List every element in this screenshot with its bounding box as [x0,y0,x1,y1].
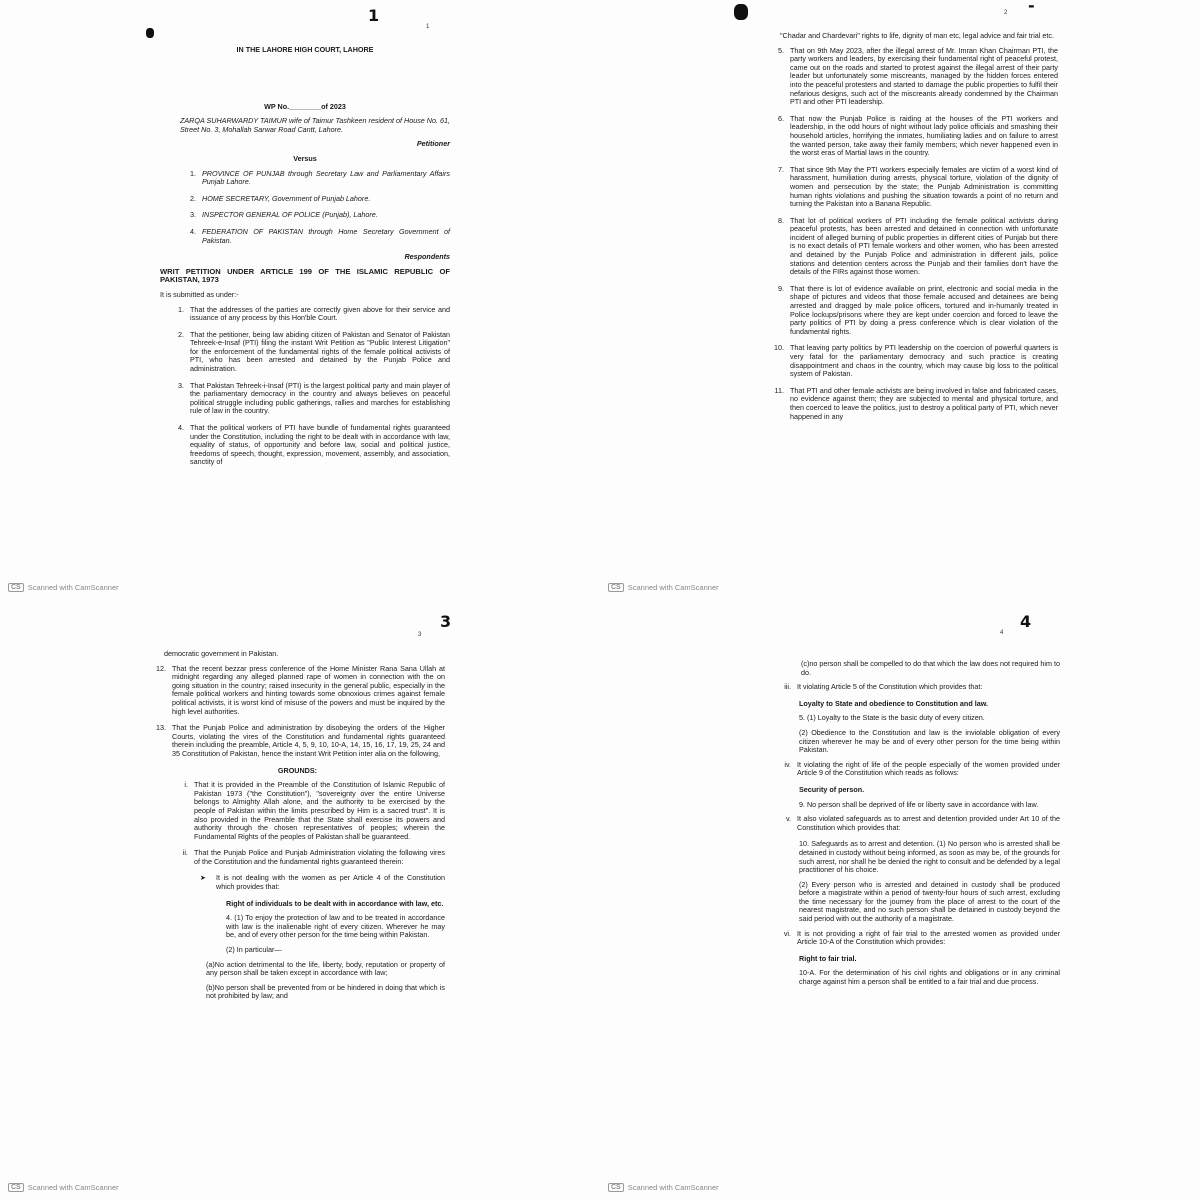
paragraph: 4. That the political workers of PTI have bundle of fundamental rights guaranteed under the Constitution, including the right to be dealt with in accordance with law, equality of status, of opportunity and before law, social and political justice, freedoms of speech, thought, expression, movement, assembly, and association, sanctity of [178,423,450,467]
article-text: (2) Every person who is arrested and detained in custody shall be produced before a magistrate within a period of twenty-four hours of such arrest, excluding the time necessary for the journey from the place of arrest to the court of the nearest magistrate, and no such person shall be detained in custody beyond the said period with out the authority of a magistrate. [799,879,1060,924]
camscanner-watermark [8,1183,119,1192]
paragraph: 3. That Pakistan Tehreek-i-Insaf (PTI) is the largest political party and main player of the parliamentary democracy in the country and always believes on peaceful political struggle including public gatherings, rallies and marches for establishing rule of law in the country. [178,380,450,416]
watermark-text: Scanned with CamScanner [627,583,719,592]
page-number: 1 [426,24,430,30]
article-text: 10-A. For the determination of his civil rights and obligations or in any criminal charge against him a person shall be entitled to a fair trial and due process. [799,968,1060,987]
article-text: (2) In particular— [226,945,282,955]
camscanner-watermark [608,583,719,592]
handwritten-page-mark: 1 [368,6,380,25]
page-number: 3 [418,632,422,638]
article-title: Right to fair trial. [799,953,857,963]
petitioner-description: ZARQA SUHARWARDY TAIMUR wife of Taimur Tashkeen resident of House No. 61, Street No. 3, Mohallah Sarwar Road Cantt, Lahore. [180,116,450,134]
article-text: (2) Obedience to the Constitution and law is the inviolable obligation of every citizen wherever he may be and of every other person for the time being within Pakistan. [799,727,1060,755]
ground-item: i. That it is provided in the Preamble of the Constitution of Islamic Republic of Pakistan 1973 ("the Constitution"), "sovereignty over the entire Universe belongs to Almighty Allah alone, and the authority to be exercised by the people of Pakistan within the limits prescribed by Him is a sacred trust". It is also provided in the Preamble that the State shall exercise its powers and authority through the chosen representatives of peoples; wherein the Fundamental Rights of the peoples of Pakistan shall be guaranteed. [184,780,445,841]
camscanner-logo-icon: CS [608,583,624,592]
scanned-page-3 [0,600,600,1200]
paragraph: 2. That the petitioner, being law abiding citizen of Pakistan and Senator of Pakistan Tehreek-e-Insaf (PTI) filing the instant Writ Petition as "Public Interest Litigation" for the enforcement of the fundamental rights of the female political activists of PTI, who has been arrested and detained by the Punjab Police and administration. [178,329,450,374]
watermark-text: Scanned with CamScanner [27,583,119,592]
paragraph: 9. That there is lot of evidence available on print, electronic and social media in the shape of pictures and videos that those female accused and detainees are being arrested and dragged by male police officers, tortured and in-humanly treated in Police lockups/prisons where they are kept under coercion and forced to leave the party politics of PTI by doing a press conference which is clear violation of the fundamental rights. [778,283,1058,336]
grounds-heading: GROUNDS: [277,765,318,775]
versus-label: Versus [293,153,317,163]
wp-number: WP No.________of 2023 [264,101,346,111]
paragraph: 13. That the Punjab Police and administration by disobeying the orders of the Higher Courts, violating the vires of the Constitution and fundamental rights guaranteed therein including the preamble, Article 4, 5, 9, 10, 10-A, 14, 15, 16, 17, 19, 25, 24 and 35 Constitution of Pakistan, hence the instant Writ Petition inter alia on the following, [156,723,445,758]
paragraph: 1. That the addresses of the parties are correctly given above for their service and issuance of any process by this Hon'ble Court. [178,304,450,323]
court-heading: IN THE LAHORE HIGH COURT, LAHORE [236,45,374,54]
article-clause: (a)No action detrimental to the life, liberty, body, reputation or property of any person shall be taken except in accordance with law; [206,959,445,978]
petitioner-label: Petitioner [416,139,450,149]
handwritten-page-mark: 3 [440,612,452,631]
article-title: Loyalty to State and obedience to Constitution and law. [799,698,989,708]
paragraph: 12. That the recent bezzar press conference of the Home Minister Rana Sana Ullah at midnight regarding any alleged planned rape of women in connection with the on going situation in the country; raised insecurity in the general public, especially in the female political workers and hinting towards some obnoxious crimes against female political activists, it is worst kind of misuse of the powers and must be inquired by the high level authorities. [156,663,445,716]
camscanner-watermark [608,1183,719,1192]
article-text: 4. (1) To enjoy the protection of law and to be treated in accordance with law is the inalienable right of every citizen. Wherever he may be, and of every other person for the time being within Pakistan. [226,913,445,940]
paragraph: 11. That PTI and other female activists are being involved in false and fabricated cases, no evidence against them; they are subjected to mental and physical torture, and then coerced to leave the politics, just to destroy a political party of PTI, which never happened in any [774,385,1058,421]
watermark-text: Scanned with CamScanner [27,1183,119,1192]
paragraph: 6. That now the Punjab Police is raiding at the houses of the PTI workers and leadership, in the odd hours of night without lady police officials and smashing their household articles, horrifying the inmates, humiliating ladies and on failure to arrest the wanted person, take away their family members; which never happened even in the worst eras of Martial laws in the country. [778,113,1058,158]
bullet-item: ➤ It is not dealing with the women as per Article 4 of the Constitution which provides that: [200,873,445,892]
respondent-item: 4. FEDERATION OF PAKISTAN through Home Secretary Government of Pakistan. [190,226,450,245]
scan-blot [146,28,154,38]
respondent-item: 2. HOME SECRETARY, Government of Punjab Lahore. [190,193,371,203]
handwritten-page-mark: 4 [1020,612,1032,631]
scanned-page-4 [600,600,1200,1200]
continued-text: democratic government in Pakistan. [164,649,279,658]
ground-item: iii. It violating Article 5 of the Constitution which provides that: [784,682,983,692]
ground-item: vi. It is not providing a right of fair trial to the arrested women as provided under Article 10-A of the Constitution which provides: [783,928,1060,947]
handwritten-page-mark: - [1028,0,1035,15]
paragraph: 5. That on 9th May 2023, after the illegal arrest of Mr. Imran Khan Chairman PTI, the party workers and leaders, by exercising their fundamental right of peaceful protest, came out on the roads and started to protest against the illegal arrest of their party leader but unfortunately some miscreants, managed by the hidden forces entered into the peaceful protesters and started to damage the public properties to fulfil their nefarious designs, such act of the miscreants already condemned by the Chairman PTI and other PTI leadership. [778,45,1058,107]
continued-text: "Chadar and Chardevari" rights to life, dignity of man etc, legal advice and fair trial etc. [780,31,1054,40]
watermark-text: Scanned with CamScanner [627,1183,719,1192]
camscanner-watermark [8,583,119,592]
arrow-bullet-icon: ➤ [200,873,207,883]
petition-heading: WRIT PETITION UNDER ARTICLE 199 OF THE ISLAMIC REPUBLIC OF PAKISTAN, 1973 [160,266,450,285]
camscanner-logo-icon: CS [608,1183,624,1192]
ground-item: iv. It violating the right of life of the people especially of the women provided under Article 9 of the Constitution which reads as follows: [784,759,1060,778]
article-title: Security of person. [799,784,865,794]
paragraph: 10. That leaving party politics by PTI leadership on the coercion of powerful quarters is very fatal for the parliamentary democracy and such practice is creating disappointment and chaos in the country, which may cause big loss to the political system of Pakistan. [774,343,1058,379]
respondents-label: Respondents [404,252,450,262]
paragraph: 8. That lot of political workers of PTI including the female political activists during peaceful protests, has been arrested and detained in connection with unfortunate incident of alleged burning of public properties in different cities of Punjab but there is no exact details of PTI female workers and other women, who has been arrested and detained by the Punjab Police and administration in different jails, police stations and detention centers across the Punjab and their families don't have the details of the FIRs against those women. [778,215,1058,277]
article-text: 9. No person shall be deprived of life or liberty save in accordance with law. [799,799,1039,809]
scan-blot [734,4,748,20]
respondent-item: 1. PROVINCE OF PUNJAB through Secretary Law and Parliamentary Affairs Punjab Lahore. [190,168,450,187]
paragraph: 7. That since 9th May the PTI workers especially females are victim of a worst kind of harassment, humiliation during arrests, physical torture, violation of the dignity of women and persecution by the state; the Punjab Administration is committing human rights violations and pushing the situation towards a point of no return and turning the Pakistan into a Banana Republic. [778,164,1058,209]
intro-text: It is submitted as under:- [160,289,239,299]
article-clause: (b)No person shall be prevented from or be hindered in doing that which is not prohibited by law; and [206,982,445,1001]
page-number: 2 [1004,10,1008,16]
article-text: 10. Safeguards as to arrest and detention. (1) No person who is arrested shall be detained in custody without being informed, as soon as may be, of the grounds for such arrest, nor shall he be denied the right to consult and be defended by a legal practitioner of his choice. [799,839,1060,875]
ground-item: ii. That the Punjab Police and Punjab Administration violating the following vires of the Constitution and the fundamental rights guaranteed therein: [182,848,445,866]
article-title: Right of individuals to be dealt with in accordance with law, etc. [226,898,444,908]
article-text: 5. (1) Loyalty to the State is the basic duty of every citizen. [799,713,985,723]
page-number: 4 [1000,630,1004,636]
camscanner-logo-icon: CS [8,583,24,592]
respondent-item: 3. INSPECTOR GENERAL OF POLICE (Punjab), Lahore. [190,210,378,220]
scanned-page-2 [600,0,1200,600]
scanned-page-1 [0,0,600,600]
article-clause: (c)no person shall be compelled to do that which the law does not required him to do. [801,659,1060,677]
ground-item: v. It also violated safeguards as to arrest and detention provided under Art 10 of the Constitution which provides that: [785,814,1060,832]
camscanner-logo-icon: CS [8,1183,24,1192]
